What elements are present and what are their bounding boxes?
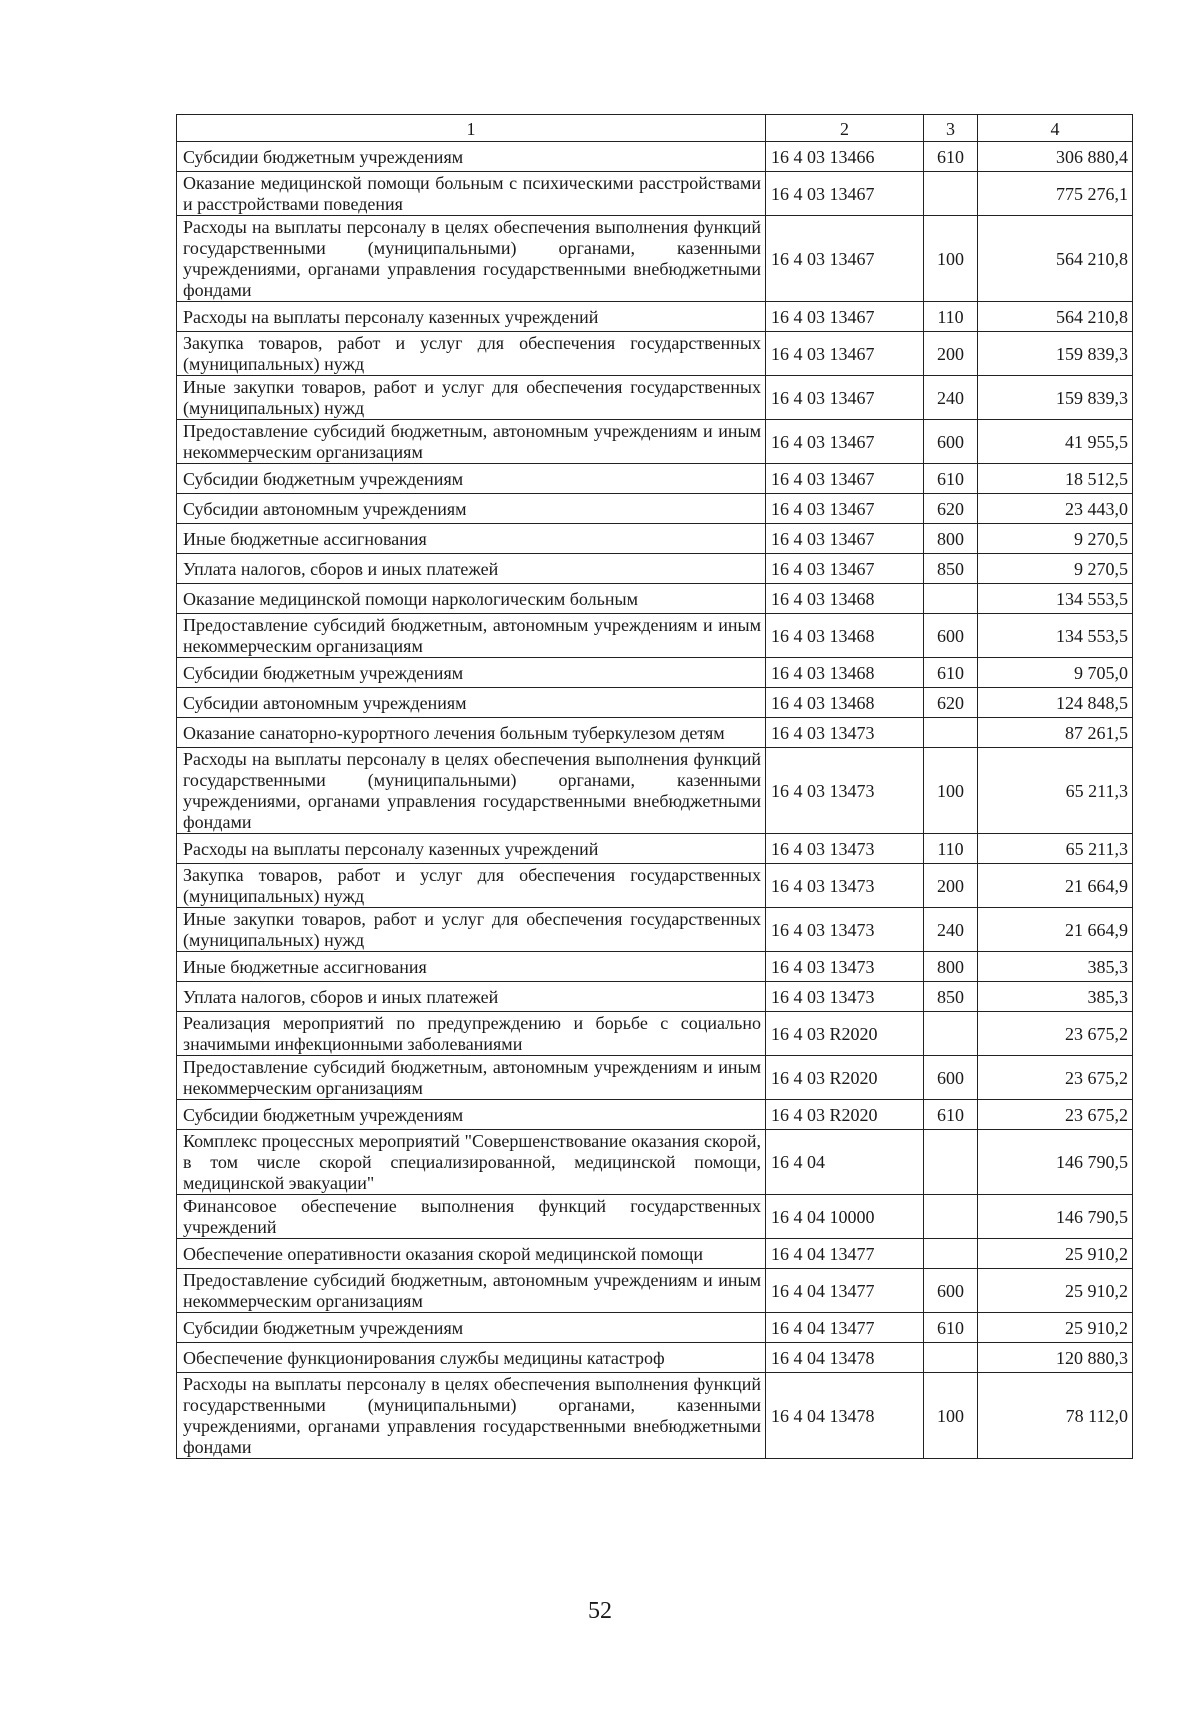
table-row	[177, 614, 1133, 658]
row-amount-cell: 23 675,2	[978, 1100, 1133, 1130]
row-code-cell: 16 4 03 13468	[766, 614, 924, 658]
row-name-cell: Оказание медицинской помощи больным с психическими расстройствами и расстройствами поведения	[177, 172, 766, 216]
row-name-cell: Субсидии автономным учреждениям	[177, 494, 766, 524]
row-name-cell: Субсидии бюджетным учреждениям	[177, 464, 766, 494]
row-kind-cell	[924, 172, 978, 216]
row-name-cell: Предоставление субсидий бюджетным, автономным учреждениям и иным некоммерческим организациям	[177, 614, 766, 658]
row-kind-cell: 610	[924, 658, 978, 688]
row-kind-cell: 100	[924, 1373, 978, 1459]
row-amount-cell: 385,3	[978, 982, 1133, 1012]
row-code-cell: 16 4 04	[766, 1130, 924, 1195]
row-name-cell: Иные бюджетные ассигнования	[177, 524, 766, 554]
row-kind-cell	[924, 1130, 978, 1195]
table-row	[177, 1100, 1133, 1130]
row-name-cell: Иные закупки товаров, работ и услуг для обеспечения государственных (муниципальных) нужд	[177, 908, 766, 952]
row-amount-cell: 25 910,2	[978, 1239, 1133, 1269]
row-kind-cell: 200	[924, 864, 978, 908]
row-kind-cell	[924, 1012, 978, 1056]
row-code-cell: 16 4 03 13473	[766, 982, 924, 1012]
row-code-cell: 16 4 03 R2020	[766, 1012, 924, 1056]
row-code-cell: 16 4 03 13467	[766, 376, 924, 420]
table-row	[177, 658, 1133, 688]
row-kind-cell: 620	[924, 688, 978, 718]
row-code-cell: 16 4 03 13467	[766, 302, 924, 332]
table-row	[177, 494, 1133, 524]
row-amount-cell: 134 553,5	[978, 614, 1133, 658]
row-name-cell: Уплата налогов, сборов и иных платежей	[177, 982, 766, 1012]
row-code-cell: 16 4 03 13467	[766, 420, 924, 464]
row-kind-cell: 240	[924, 908, 978, 952]
row-name-cell: Реализация мероприятий по предупреждению и борьбе с социально значимыми инфекционными заболеваниями	[177, 1012, 766, 1056]
row-code-cell: 16 4 03 13473	[766, 864, 924, 908]
table-row	[177, 376, 1133, 420]
row-kind-cell: 800	[924, 524, 978, 554]
row-amount-cell: 159 839,3	[978, 332, 1133, 376]
row-code-cell: 16 4 04 13477	[766, 1313, 924, 1343]
row-name-cell: Закупка товаров, работ и услуг для обеспечения государственных (муниципальных) нужд	[177, 864, 766, 908]
row-amount-cell: 25 910,2	[978, 1313, 1133, 1343]
row-code-cell: 16 4 03 R2020	[766, 1056, 924, 1100]
row-kind-cell: 600	[924, 614, 978, 658]
row-kind-cell: 600	[924, 1269, 978, 1313]
row-code-cell: 16 4 04 10000	[766, 1195, 924, 1239]
row-amount-cell: 306 880,4	[978, 142, 1133, 172]
row-name-cell: Уплата налогов, сборов и иных платежей	[177, 554, 766, 584]
table-row	[177, 1239, 1133, 1269]
row-code-cell: 16 4 03 13473	[766, 718, 924, 748]
table-row	[177, 718, 1133, 748]
row-amount-cell: 159 839,3	[978, 376, 1133, 420]
row-kind-cell: 610	[924, 1313, 978, 1343]
row-code-cell: 16 4 03 13467	[766, 332, 924, 376]
row-name-cell: Комплекс процессных мероприятий "Совершенствование оказания скорой, в том числе скорой специализированной, медицинской помощи, медицинской эвакуации"	[177, 1130, 766, 1195]
table-row	[177, 142, 1133, 172]
row-name-cell: Предоставление субсидий бюджетным, автономным учреждениям и иным некоммерческим организациям	[177, 1269, 766, 1313]
row-kind-cell: 610	[924, 464, 978, 494]
row-name-cell: Расходы на выплаты персоналу в целях обеспечения выполнения функций государственными (муниципальными) органами, казенными учреждениями, органами управления государственными внебюджетными фондами	[177, 748, 766, 834]
row-name-cell: Предоставление субсидий бюджетным, автономным учреждениям и иным некоммерческим организациям	[177, 1056, 766, 1100]
row-code-cell: 16 4 04 13478	[766, 1373, 924, 1459]
row-name-cell: Оказание санаторно-курортного лечения больным туберкулезом детям	[177, 718, 766, 748]
table-row	[177, 554, 1133, 584]
row-amount-cell: 9 705,0	[978, 658, 1133, 688]
row-amount-cell: 146 790,5	[978, 1130, 1133, 1195]
row-amount-cell: 18 512,5	[978, 464, 1133, 494]
row-name-cell: Финансовое обеспечение выполнения функций государственных учреждений	[177, 1195, 766, 1239]
row-kind-cell	[924, 718, 978, 748]
row-code-cell: 16 4 03 13473	[766, 908, 924, 952]
row-name-cell: Субсидии бюджетным учреждениям	[177, 1100, 766, 1130]
row-name-cell: Иные бюджетные ассигнования	[177, 952, 766, 982]
row-kind-cell: 600	[924, 1056, 978, 1100]
row-kind-cell: 110	[924, 302, 978, 332]
row-amount-cell: 41 955,5	[978, 420, 1133, 464]
row-amount-cell: 25 910,2	[978, 1269, 1133, 1313]
row-amount-cell: 564 210,8	[978, 216, 1133, 302]
row-code-cell: 16 4 03 13467	[766, 494, 924, 524]
row-kind-cell: 850	[924, 982, 978, 1012]
row-name-cell: Субсидии бюджетным учреждениям	[177, 142, 766, 172]
row-amount-cell: 23 675,2	[978, 1056, 1133, 1100]
row-kind-cell	[924, 1195, 978, 1239]
row-name-cell: Предоставление субсидий бюджетным, автономным учреждениям и иным некоммерческим организациям	[177, 420, 766, 464]
row-kind-cell: 610	[924, 142, 978, 172]
row-name-cell: Субсидии бюджетным учреждениям	[177, 658, 766, 688]
row-amount-cell: 9 270,5	[978, 554, 1133, 584]
row-name-cell: Обеспечение оперативности оказания скорой медицинской помощи	[177, 1239, 766, 1269]
row-amount-cell: 65 211,3	[978, 748, 1133, 834]
page-number: 52	[588, 1598, 612, 1624]
row-name-cell: Расходы на выплаты персоналу в целях обеспечения выполнения функций государственными (муниципальными) органами, казенными учреждениями, органами управления государственными внебюджетными фондами	[177, 216, 766, 302]
row-name-cell: Расходы на выплаты персоналу в целях обеспечения выполнения функций государственными (муниципальными) органами, казенными учреждениями, органами управления государственными внебюджетными фондами	[177, 1373, 766, 1459]
row-kind-cell: 850	[924, 554, 978, 584]
row-kind-cell: 200	[924, 332, 978, 376]
row-amount-cell: 23 443,0	[978, 494, 1133, 524]
table-row	[177, 864, 1133, 908]
row-amount-cell: 78 112,0	[978, 1373, 1133, 1459]
row-code-cell: 16 4 03 13467	[766, 216, 924, 302]
row-code-cell: 16 4 03 13473	[766, 834, 924, 864]
row-name-cell: Иные закупки товаров, работ и услуг для обеспечения государственных (муниципальных) нужд	[177, 376, 766, 420]
row-code-cell: 16 4 03 13468	[766, 688, 924, 718]
table-row	[177, 302, 1133, 332]
table-row	[177, 332, 1133, 376]
row-code-cell: 16 4 04 13478	[766, 1343, 924, 1373]
row-amount-cell: 65 211,3	[978, 834, 1133, 864]
row-amount-cell: 564 210,8	[978, 302, 1133, 332]
row-code-cell: 16 4 04 13477	[766, 1239, 924, 1269]
header-cell-1: 1	[177, 115, 766, 142]
row-kind-cell: 110	[924, 834, 978, 864]
row-code-cell: 16 4 03 R2020	[766, 1100, 924, 1130]
table-row	[177, 688, 1133, 718]
table-row	[177, 1012, 1133, 1056]
row-amount-cell: 21 664,9	[978, 908, 1133, 952]
table-row	[177, 982, 1133, 1012]
table-row	[177, 952, 1133, 982]
table-row	[177, 1373, 1133, 1459]
table-body	[177, 142, 1133, 1459]
table-row	[177, 834, 1133, 864]
row-kind-cell: 100	[924, 216, 978, 302]
table-row	[177, 908, 1133, 952]
table-row	[177, 1056, 1133, 1100]
header-cell-3: 3	[924, 115, 978, 142]
row-amount-cell: 124 848,5	[978, 688, 1133, 718]
row-kind-cell: 600	[924, 420, 978, 464]
row-amount-cell: 775 276,1	[978, 172, 1133, 216]
row-name-cell: Обеспечение функционирования службы медицины катастроф	[177, 1343, 766, 1373]
row-code-cell: 16 4 03 13467	[766, 464, 924, 494]
row-name-cell: Оказание медицинской помощи наркологическим больным	[177, 584, 766, 614]
budget-table	[176, 114, 1133, 1459]
header-row	[177, 115, 1133, 142]
table-row	[177, 216, 1133, 302]
table-row	[177, 1313, 1133, 1343]
row-name-cell: Субсидии бюджетным учреждениям	[177, 1313, 766, 1343]
table-row	[177, 420, 1133, 464]
row-code-cell: 16 4 03 13468	[766, 658, 924, 688]
row-code-cell: 16 4 03 13467	[766, 172, 924, 216]
table-row	[177, 1130, 1133, 1195]
row-code-cell: 16 4 03 13473	[766, 952, 924, 982]
row-kind-cell: 620	[924, 494, 978, 524]
row-kind-cell: 240	[924, 376, 978, 420]
table-row	[177, 1269, 1133, 1313]
row-amount-cell: 23 675,2	[978, 1012, 1133, 1056]
row-amount-cell: 87 261,5	[978, 718, 1133, 748]
row-amount-cell: 385,3	[978, 952, 1133, 982]
row-code-cell: 16 4 03 13467	[766, 524, 924, 554]
table-row	[177, 464, 1133, 494]
table-row	[177, 1343, 1133, 1373]
row-name-cell: Закупка товаров, работ и услуг для обеспечения государственных (муниципальных) нужд	[177, 332, 766, 376]
row-kind-cell: 800	[924, 952, 978, 982]
row-amount-cell: 134 553,5	[978, 584, 1133, 614]
row-code-cell: 16 4 03 13473	[766, 748, 924, 834]
row-kind-cell	[924, 584, 978, 614]
row-amount-cell: 21 664,9	[978, 864, 1133, 908]
row-name-cell: Расходы на выплаты персоналу казенных учреждений	[177, 302, 766, 332]
row-kind-cell: 100	[924, 748, 978, 834]
table-row	[177, 172, 1133, 216]
row-amount-cell: 9 270,5	[978, 524, 1133, 554]
row-name-cell: Субсидии автономным учреждениям	[177, 688, 766, 718]
row-name-cell: Расходы на выплаты персоналу казенных учреждений	[177, 834, 766, 864]
row-amount-cell: 146 790,5	[978, 1195, 1133, 1239]
row-amount-cell: 120 880,3	[978, 1343, 1133, 1373]
table-row	[177, 748, 1133, 834]
table-row	[177, 524, 1133, 554]
table-row	[177, 584, 1133, 614]
header-cell-4: 4	[978, 115, 1133, 142]
table-row	[177, 1195, 1133, 1239]
row-code-cell: 16 4 03 13466	[766, 142, 924, 172]
header-cell-2: 2	[766, 115, 924, 142]
row-kind-cell: 610	[924, 1100, 978, 1130]
row-kind-cell	[924, 1239, 978, 1269]
row-kind-cell	[924, 1343, 978, 1373]
row-code-cell: 16 4 03 13468	[766, 584, 924, 614]
row-code-cell: 16 4 03 13467	[766, 554, 924, 584]
row-code-cell: 16 4 04 13477	[766, 1269, 924, 1313]
